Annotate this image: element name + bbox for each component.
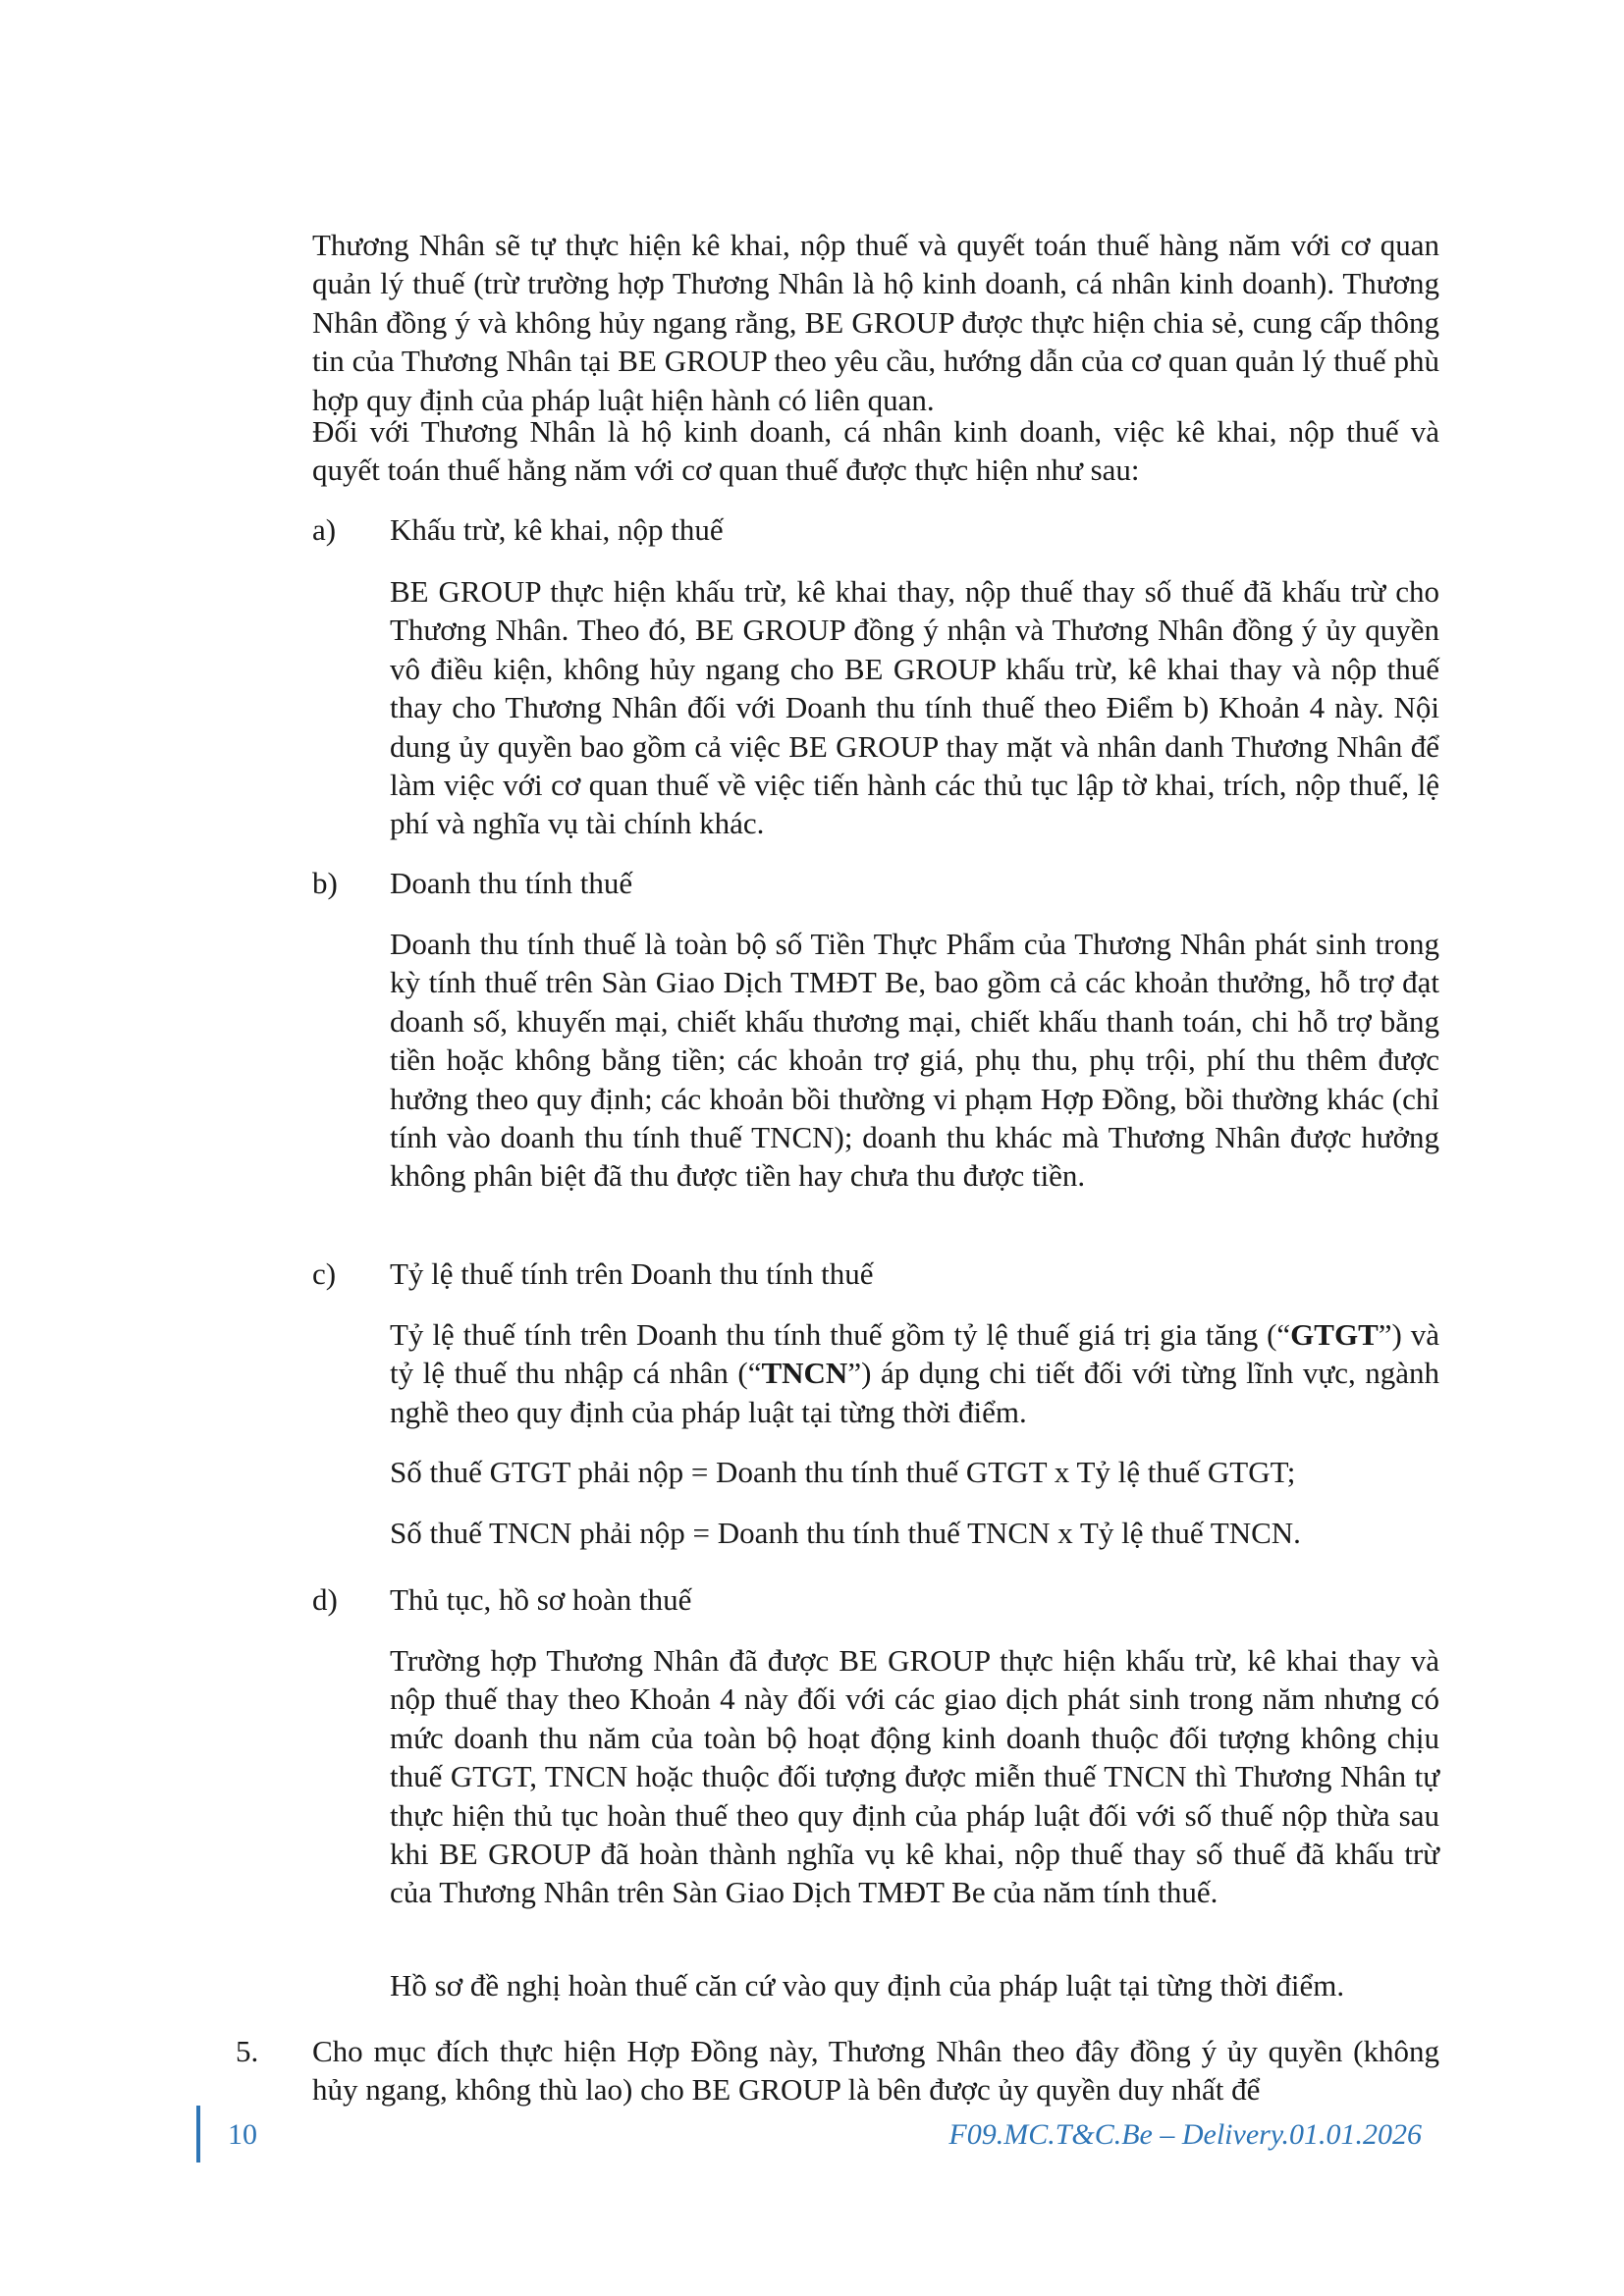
section-5-body: Cho mục đích thực hiện Hợp Đồng này, Thương Nhân theo đây đồng ý ủy quyền (không hủy ngang, không thù lao) cho BE GROUP là bên được ủy quyền duy nhất để bbox=[312, 2034, 1439, 2108]
item-c-formula-gtgt: Số thuế GTGT phải nộp = Doanh thu tính thuế GTGT x Tỷ lệ thuế GTGT; bbox=[390, 1455, 1296, 1489]
item-d-body-2: Hồ sơ đề nghị hoàn thuế căn cứ vào quy định của pháp luật tại từng thời điểm. bbox=[390, 1968, 1345, 2002]
item-b-title: Doanh thu tính thuế bbox=[390, 866, 633, 900]
item-d-label: d) bbox=[312, 1582, 338, 1617]
document-code: F09.MC.T&C.Be – Delivery.01.01.2026 bbox=[948, 2118, 1422, 2151]
item-a-body: BE GROUP thực hiện khấu trừ, kê khai thay, nộp thuế thay số thuế đã khấu trừ cho Thương Nhân. Theo đó, BE GROUP đồng ý nhận và Thương Nhân đồng ý ủy quyền vô điều kiện, không hủy ngang cho BE GROUP khấu trừ, kê khai thay và nộp thuế thay cho Thương Nhân đối với Doanh thu tính thuế theo Điểm b) Khoản 4 này. Nội dung ủy quyền bao gồm cả việc BE GROUP thay mặt và nhân danh Thương Nhân để làm việc với cơ quan thuế về việc tiến hành các thủ tục lập tờ khai, trích, nộp thuế, lệ phí và nghĩa vụ tài chính khác. bbox=[390, 574, 1439, 841]
item-b-label: b) bbox=[312, 866, 338, 900]
item-a-title: Khấu trừ, kê khai, nộp thuế bbox=[390, 512, 724, 547]
paragraph-tax-declaration: Thương Nhân sẽ tự thực hiện kê khai, nộp thuế và quyết toán thuế hàng năm với cơ quan quản lý thuế (trừ trường hợp Thương Nhân là hộ kinh doanh, cá nhân kinh doanh). Thương Nhân đồng ý và không hủy ngang rằng, BE GROUP được thực hiện chia sẻ, cung cấp thông tin của Thương Nhân tại BE GROUP theo yêu cầu, hướng dẫn của cơ quan quản lý thuế phù hợp quy định của pháp luật hiện hành có liên quan. bbox=[312, 228, 1439, 417]
item-d-body: Trường hợp Thương Nhân đã được BE GROUP thực hiện khấu trừ, kê khai thay và nộp thuế thay theo Khoản 4 này đối với các giao dịch phát sinh trong năm nhưng có mức doanh thu năm của toàn bộ hoạt động kinh doanh thuộc đối tượng không chịu thuế GTGT, TNCN hoặc thuộc đối tượng được miễn thuế TNCN thì Thương Nhân tự thực hiện thủ tục hoàn thuế theo quy định của pháp luật đối với số thuế nộp thừa sau khi BE GROUP đã hoàn thành nghĩa vụ kê khai, nộp thuế thay số thuế đã khấu trừ của Thương Nhân trên Sàn Giao Dịch TMĐT Be của năm tính thuế. bbox=[390, 1643, 1439, 1910]
item-a-label: a) bbox=[312, 512, 337, 547]
item-c-body: Tỷ lệ thuế tính trên Doanh thu tính thuế gồm tỷ lệ thuế giá trị gia tăng (“GTGT”) và tỷ lệ thuế thu nhập cá nhân (“TNCN”) áp dụng chi tiết đối với từng lĩnh vực, ngành nghề theo quy định của pháp luật tại từng thời điểm. bbox=[390, 1317, 1440, 1429]
item-c-title: Tỷ lệ thuế tính trên Doanh thu tính thuế bbox=[390, 1256, 874, 1291]
footer-divider bbox=[196, 2106, 200, 2163]
section-5-label: 5. bbox=[236, 2034, 259, 2068]
page-number: 10 bbox=[228, 2118, 257, 2151]
item-c-label: c) bbox=[312, 1256, 337, 1291]
item-c-formula-tncn: Số thuế TNCN phải nộp = Doanh thu tính thuế TNCN x Tỷ lệ thuế TNCN. bbox=[390, 1516, 1301, 1550]
paragraph-household-business: Đối với Thương Nhân là hộ kinh doanh, cá nhân kinh doanh, việc kê khai, nộp thuế và quyết toán thuế hằng năm với cơ quan thuế được thực hiện như sau: bbox=[312, 414, 1439, 488]
item-b-body: Doanh thu tính thuế là toàn bộ số Tiền Thực Phẩm của Thương Nhân phát sinh trong kỳ tính thuế trên Sàn Giao Dịch TMĐT Be, bao gồm cả các khoản thưởng, hỗ trợ đạt doanh số, khuyến mại, chiết khấu thương mại, chiết khấu thanh toán, chi hỗ trợ bằng tiền hoặc không bằng tiền; các khoản trợ giá, phụ thu, phụ trội, phí thu thêm được hưởng theo quy định; các khoản bồi thường vi phạm Hợp Đồng, bồi thường khác (chỉ tính vào doanh thu tính thuế TNCN); doanh thu khác mà Thương Nhân được hưởng không phân biệt đã thu được tiền hay chưa thu được tiền. bbox=[390, 927, 1439, 1194]
item-d-title: Thủ tục, hồ sơ hoàn thuế bbox=[390, 1582, 692, 1617]
